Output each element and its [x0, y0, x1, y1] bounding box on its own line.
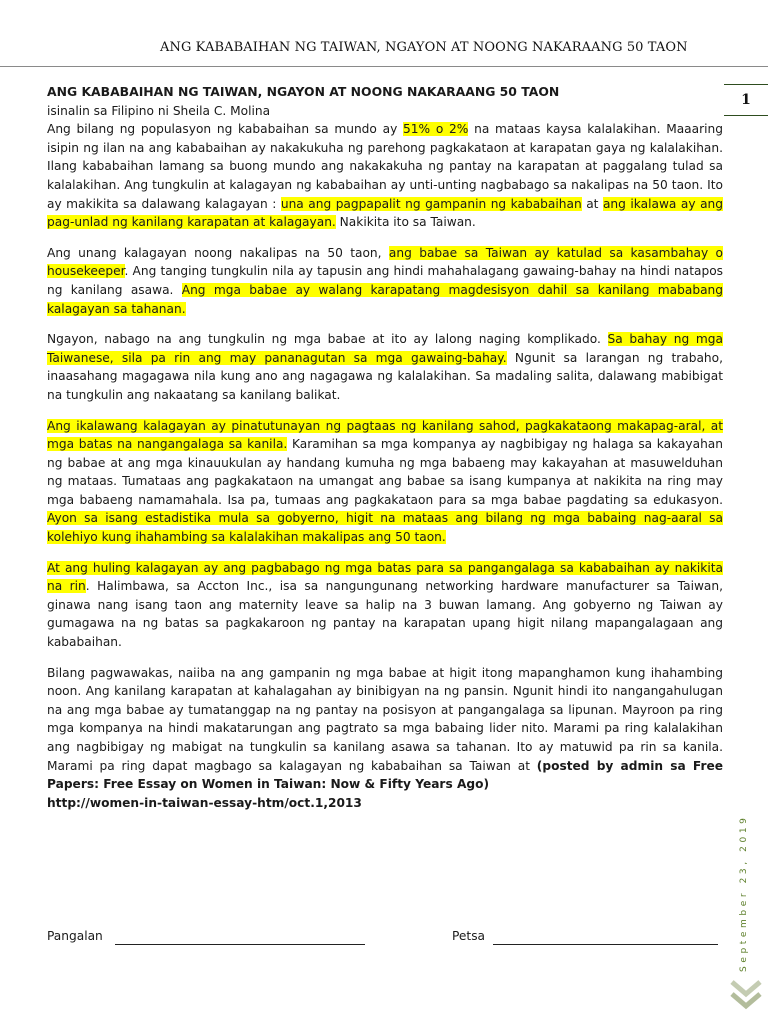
highlighted-text: ang babae sa Taiwan ay katulad sa kasambahay o housekeeper — [47, 245, 723, 279]
paragraph-6 — [47, 664, 723, 813]
highlighted-text: una ang pagpapalit ng gampanin ng kababaihan — [280, 196, 582, 211]
highlighted-text: Ang mga babae ay walang karapatang magdesisyon dahil sa kanilang mababang kalagayan sa tahanan. — [47, 282, 723, 316]
source-citation: (posted by admin sa Free Papers: Free Essay on Women in Taiwan: Now & Fifty Years Ago) — [47, 758, 723, 792]
date-label: Petsa — [452, 929, 486, 943]
source-url: http://women-in-taiwan-essay-htm/oct.1,2013 — [47, 795, 362, 810]
text-run: Nakikita ito sa Taiwan. — [335, 215, 476, 230]
paragraph-1 — [47, 120, 723, 232]
running-header: ANG KABABAIHAN NG TAIWAN, NGAYON AT NOONG NAKARAANG 50 TAON — [160, 40, 688, 55]
translator-credit: isinalin sa Filipino ni Sheila C. Molina — [47, 103, 271, 118]
article-body — [47, 83, 723, 824]
highlighted-text: ang ikalawa ay ang pag-unlad ng kanilang karapatan at kalagayan. — [47, 196, 723, 230]
text-run: at — [581, 196, 603, 211]
text-run: Ngunit sa larangan ng trabaho, inaasahang magagawa nila kung ano ang nagagawa ng kalalakihan. Sa madaling salita, dalawang mabibigat na tungkulin ang nakaatang sa kanilang balikat. — [47, 350, 723, 402]
paragraph-3 — [47, 330, 723, 404]
highlighted-text: At ang huling kalagayan ay ang pagbabago ng mga batas para sa pangangalaga sa kababaihan ay nakikita na rin — [47, 560, 723, 594]
text-run: Bilang pagwawakas, naiiba na ang gampanin ng mga babae at higit itong mapanghamon kung ihahambing noon. Ang kanilang karapatan at kahalagahan ay binibigyan na ng pansin. Ngunit hindi ito nangangahulugan na ang mga babae ay tumatanggap na ng pantay na posisyon at pangangalaga sa lipunan. Mayroon pa ring mga kompanya na hindi makatarungan ang pagtrato sa mga babaing lider nito. Marami pa ring kalalakihan ang nagbibigay ng mabigat na tungkulin sa kanilang asawa sa tahanan. Ito ay matuwid pa rin sa kanila. Marami pa ring dapat magbago sa kalagayan ng kababaihan sa Taiwan at — [47, 665, 723, 773]
date-field-line — [493, 944, 718, 945]
page-number: 1 — [724, 84, 768, 116]
text-run: Karamihan sa mga kompanya ay nagbibigay ng halaga sa kakayahan ng babae at ang mga kinauukulan ay handang kumuha ng mga babaeng may kakayahan at masuwelduhan ng mataas. Tumataas ang pagkakataon na umangat ang babae sa isang kumpanya at nakikita na ring may mga babaeng namamahala. Isa pa, tumaas ang pagkakataon para sa mga babae pagdating sa edukasyon. — [47, 437, 723, 507]
article-title: ANG KABABAIHAN NG TAIWAN, NGAYON AT NOONG NAKARAANG 50 TAON — [47, 84, 560, 99]
text-run: . Halimbawa, sa Accton Inc., isa sa nangungunang networking hardware manufacturer sa Taiwan, ginawa nang isang taon ang maternity leave sa halip na 3 buwan lamang. Ang gobyerno ng Taiwan ay gumagawa na ng batas sa pagkakaroon ng pantay na karapatan upang higit nilang mapangalagaan ang kababaihan. — [47, 579, 723, 650]
text-run: na mataas kaysa kalalakihan. Maaaring isipin ng ilan na ang kababaihan ay nakakukuha ng parehong pagkakataon at karapatan gaya ng kalalakihan. Ilang kababaihan lamang sa buong mundo ang nakakakuha ng pantay na karapatan at paggalang tulad sa kalalakihan. Ang tungkulin at kalagayan ng kababaihan ay unti-unting nagbabago sa nakalipas na 50 taon. Ito ay makikita sa dalawang kalagayan : — [47, 122, 723, 211]
signature-row — [47, 929, 723, 949]
sidebar-date: September 23, 2019 — [739, 814, 749, 972]
name-label: Pangalan — [47, 929, 103, 943]
paragraph-5 — [47, 559, 723, 652]
paragraph-2 — [47, 244, 723, 318]
double-chevron-down-icon — [728, 976, 764, 1016]
highlighted-text: Sa bahay ng mga Taiwanese, sila pa rin ang may pananagutan sa mga gawaing-bahay. — [47, 332, 723, 365]
highlighted-text: 51% o 2% — [403, 122, 469, 137]
highlighted-text: Ang ikalawang kalagayan ay pinatutunayan ng pagtaas ng kanilang sahod, pagkakataong makapag-aral, at mga batas na nangangalaga sa kanila. — [47, 418, 723, 452]
text-run: Ang bilang ng populasyon ng kababaihan sa mundo ay — [47, 122, 404, 137]
name-field-line — [115, 944, 365, 945]
highlighted-text: Ayon sa isang estadistika mula sa gobyerno, higit na mataas ang bilang ng mga babaing nag-aaral sa kolehiyo kung ihahambing sa kalalakihan makalipas ang 50 taon. — [47, 511, 723, 545]
text-run: Ngayon, nabago na ang tungkulin ng mga babae at ito ay lalong naging komplikado. — [47, 332, 608, 347]
text-run: Ang unang kalagayan noong nakalipas na 50 taon, — [47, 245, 389, 260]
paragraph-4 — [47, 417, 723, 547]
header-rule — [0, 66, 768, 67]
text-run: . Ang tanging tungkulin nila ay tapusin ang hindi mahahalagang gawaing-bahay na hindi natapos ng kanilang asawa. — [47, 264, 723, 297]
